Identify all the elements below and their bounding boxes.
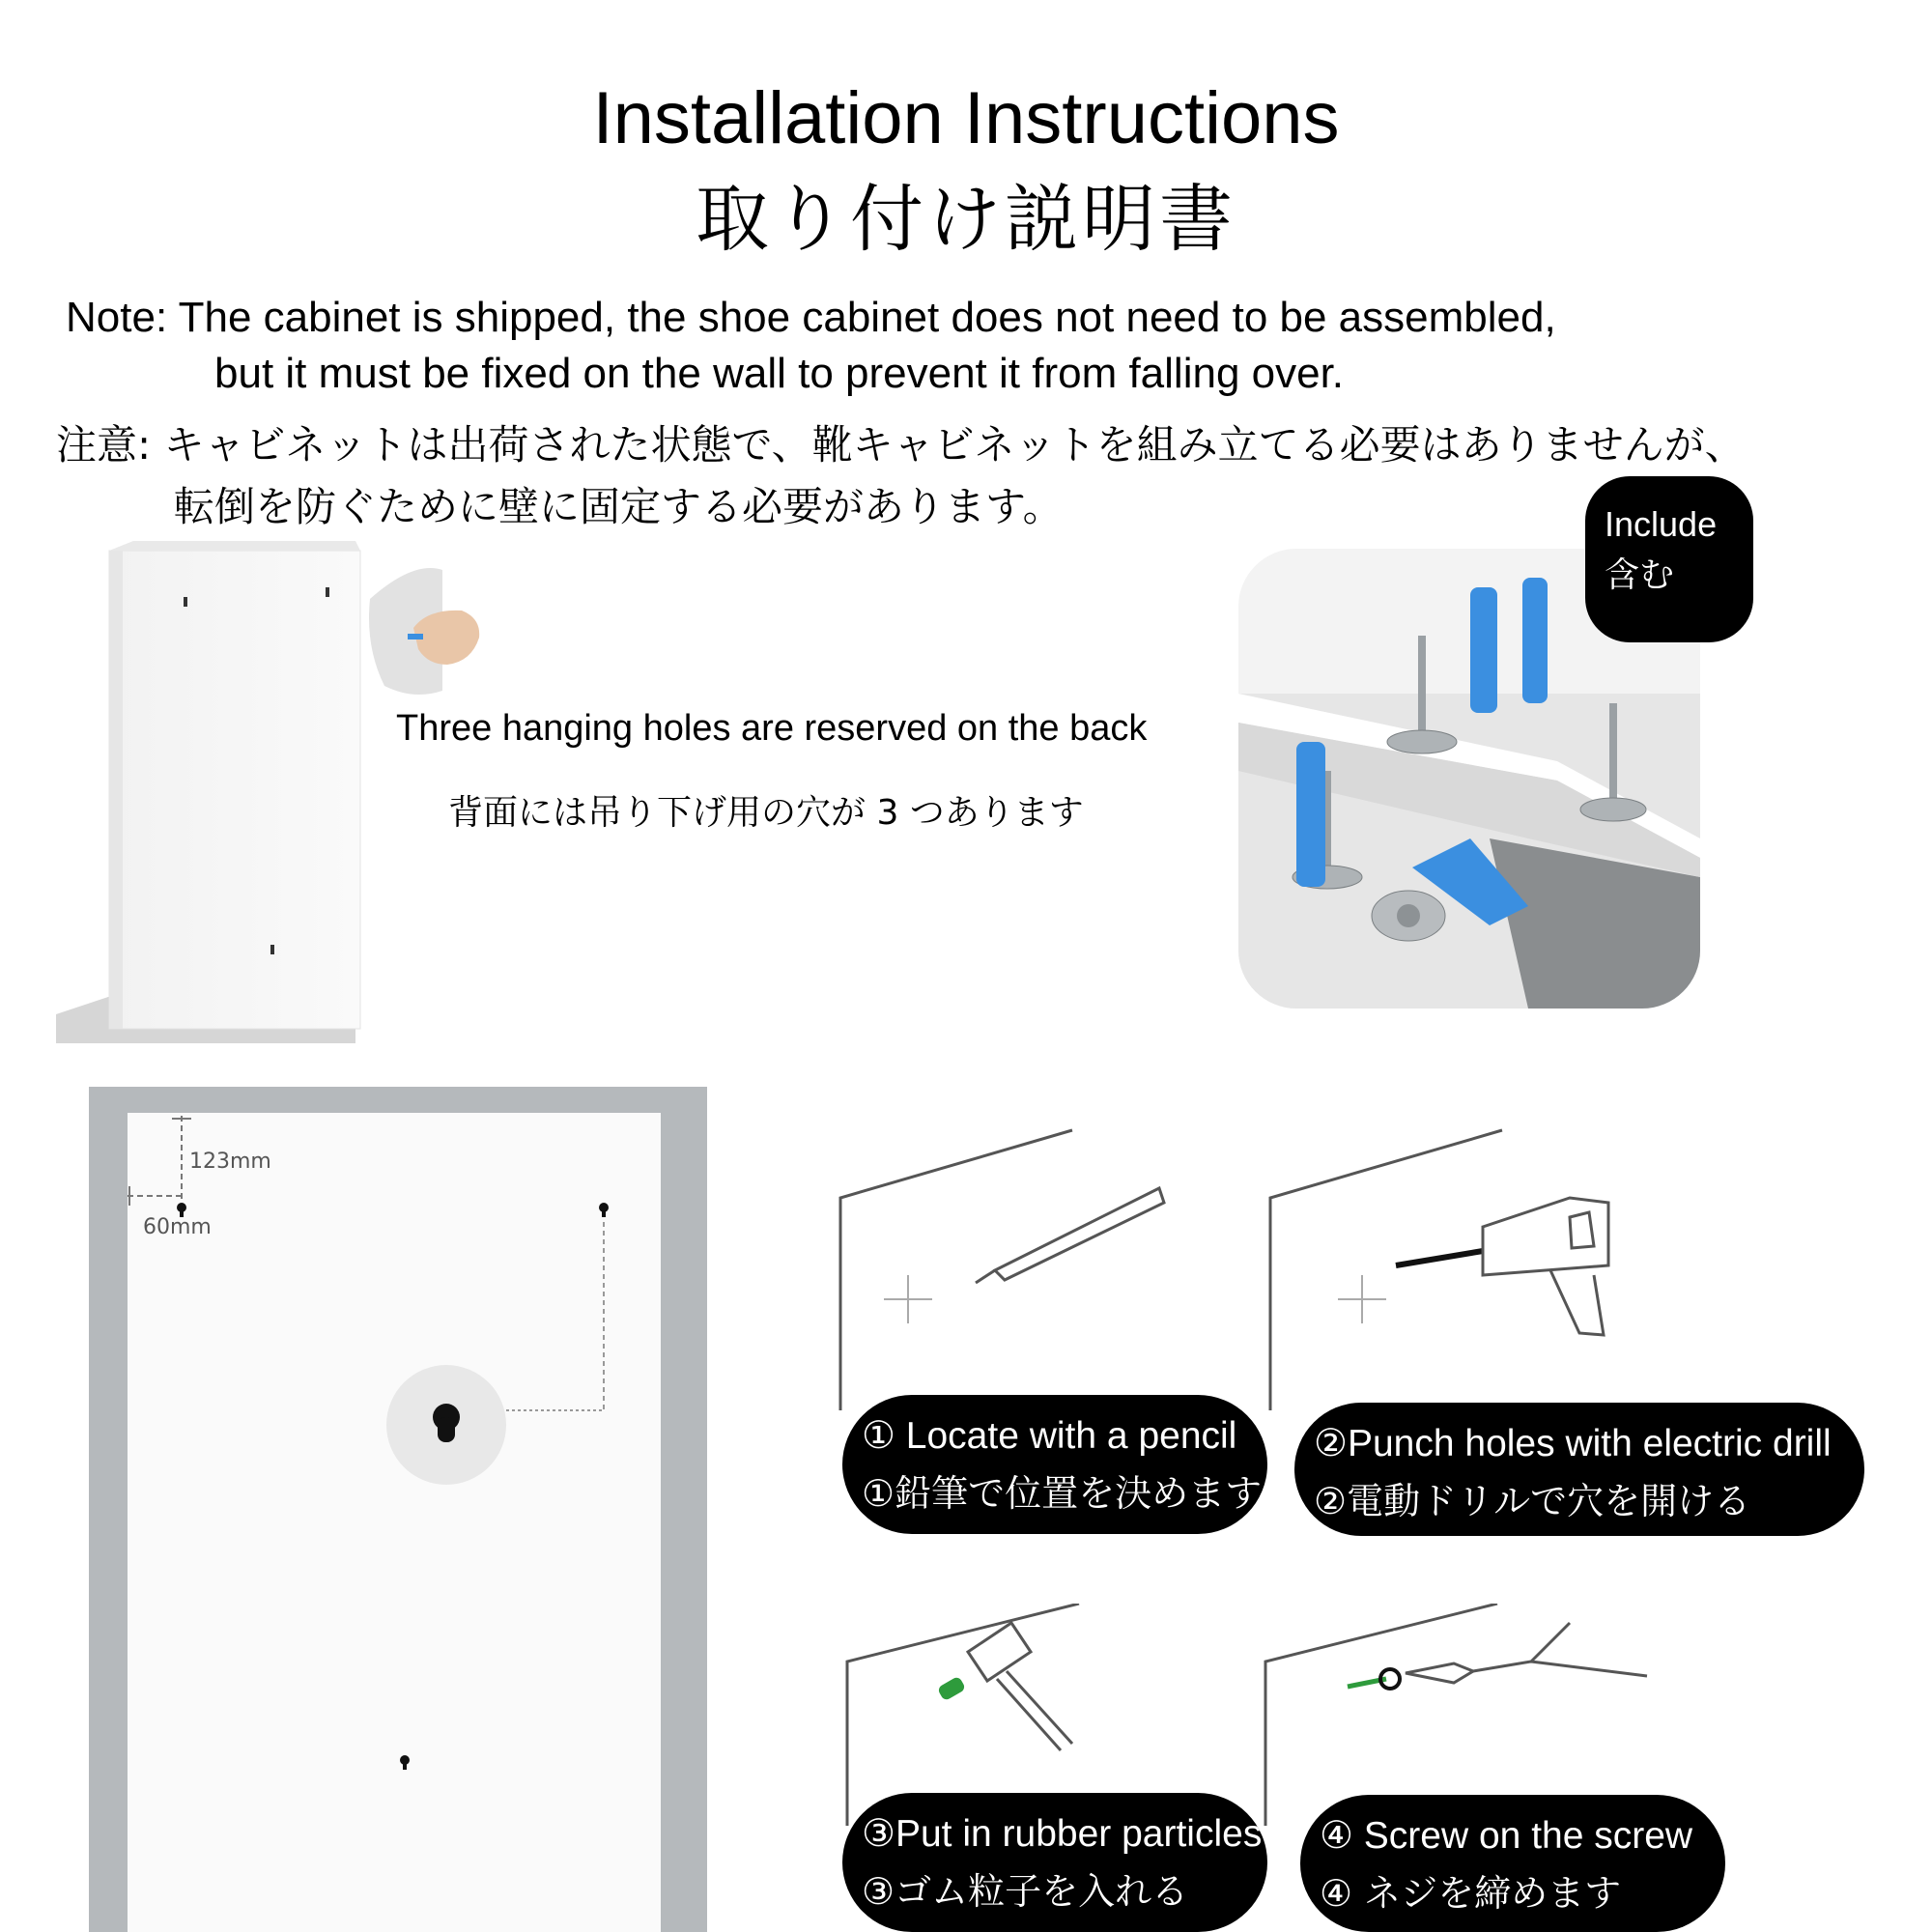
hanging-hole-top-right: [326, 587, 329, 597]
step-pencil-drawing: [831, 1121, 1179, 1410]
note-ja-line1: 注意: キャビネットは出荷された状態で、靴キャビネットを組み立てる必要はありませんが、: [56, 421, 1746, 469]
step-2-label-en: ②Punch holes with electric drill: [1314, 1423, 1832, 1464]
pencil-icon: [976, 1188, 1164, 1283]
dimension-lines: [89, 1087, 707, 1932]
drill-icon: [1396, 1198, 1608, 1335]
rubber-particle-icon: [937, 1676, 967, 1702]
hanging-hole-bottom: [270, 945, 274, 954]
hanging-holes-text-ja: 背面には吊り下げ用の穴が 3 つあります: [448, 793, 1084, 833]
step-4-label-ja: ④ ネジを締めます: [1320, 1872, 1622, 1915]
step-drill-drawing: [1261, 1121, 1686, 1410]
step-1-label-ja: ①鉛筆で位置を決めます: [862, 1472, 1263, 1515]
hammer-icon: [968, 1623, 1072, 1750]
include-label-en: Include: [1605, 504, 1718, 544]
step-2-label-ja: ②電動ドリルで穴を開ける: [1314, 1480, 1751, 1522]
step-2-badge: [1294, 1403, 1864, 1536]
note-ja-line2: 転倒を防ぐために壁に固定する必要があります。: [174, 483, 1064, 530]
hanging-hole-top-left: [184, 597, 187, 607]
page-title-en: Installation Instructions: [592, 77, 1340, 159]
dimension-side-offset: 60mm: [143, 1215, 212, 1239]
step-screwdriver-drawing: [1261, 1604, 1666, 1826]
dimension-top-offset: 123mm: [189, 1150, 271, 1174]
cabinet-back-illustration: [56, 541, 500, 1053]
hanging-holes-text-en: Three hanging holes are reserved on the back: [396, 708, 1148, 749]
step-3-label-ja: ③ゴム粒子を入れる: [862, 1870, 1189, 1913]
note-en-line2: but it must be fixed on the wall to prevent it from falling over.: [214, 350, 1345, 397]
screw-head-icon: [1348, 1669, 1400, 1689]
include-label-ja: 含む: [1605, 555, 1675, 595]
step-3-badge: [842, 1793, 1267, 1932]
step-1-label-en: ① Locate with a pencil: [862, 1415, 1237, 1457]
step-4-badge: [1300, 1795, 1725, 1932]
include-badge: [1585, 476, 1753, 642]
step-4-label-en: ④ Screw on the screw: [1320, 1815, 1693, 1857]
note-en-line1: Note: The cabinet is shipped, the shoe cabinet does not need to be assembled,: [66, 294, 1556, 341]
step-3-label-en: ③Put in rubber particles: [862, 1813, 1263, 1855]
crosshair-icon: [884, 1275, 932, 1323]
screwdriver-icon: [1406, 1623, 1647, 1683]
step-1-badge: [842, 1395, 1267, 1534]
page-title-ja: 取り付け説明書: [696, 176, 1236, 262]
